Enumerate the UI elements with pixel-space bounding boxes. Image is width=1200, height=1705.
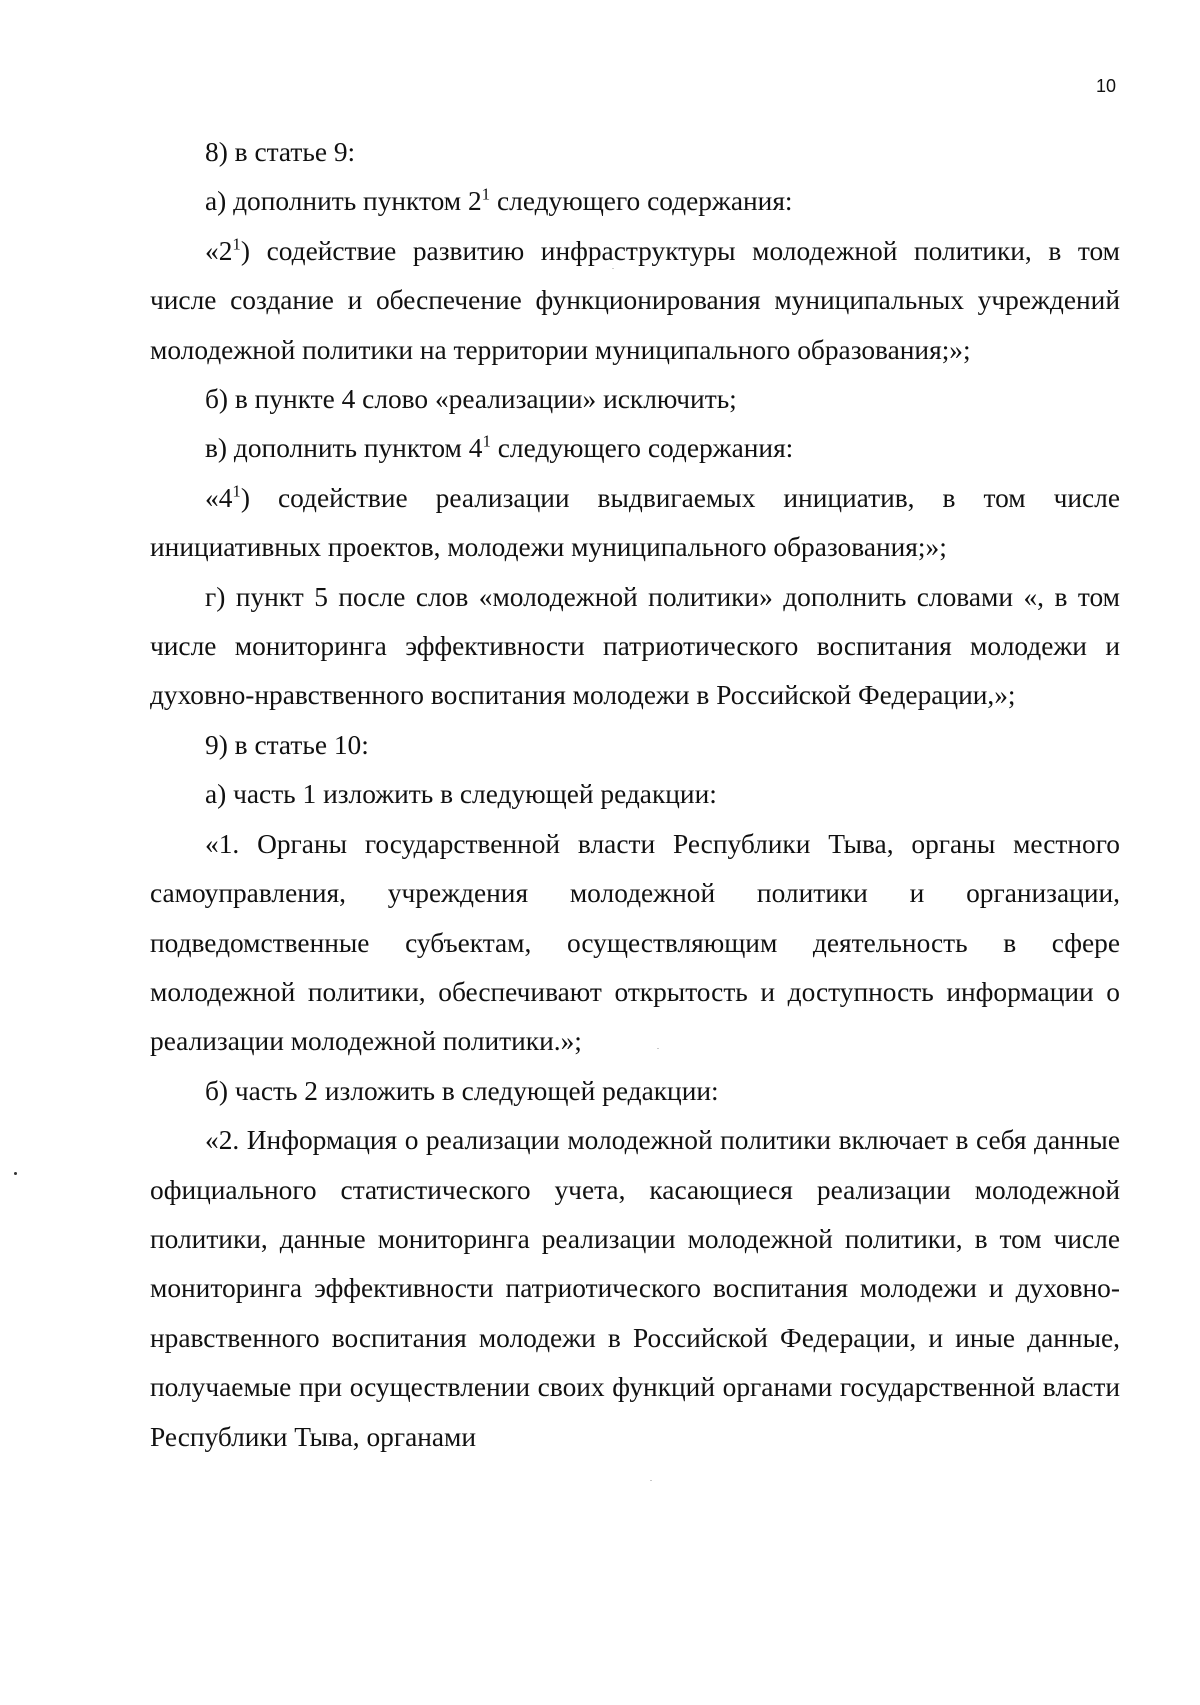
paragraph-p9	[150, 770, 1120, 819]
paragraph-p1	[150, 128, 1120, 177]
paragraph-text: «2. Информация о реализации молодежной политики включает в себя данные официального статистического учета, касающиеся реализации молодежной политики, данные мониторинга реализации молодежной политики, в том числе мониторинга эффективности патриотического воспитания молодежи и духовно-нравственного воспитания молодежи в Российской Федерации, и иные данные, получаемые при осуществлении своих функций органами государственной власти Республики Тыва, органами	[150, 1125, 1120, 1452]
paragraph-text: 9) в статье 10:	[205, 729, 369, 760]
paragraph-p6	[150, 474, 1120, 573]
scan-artifact-speck	[650, 1480, 652, 1481]
superscript: 1	[482, 431, 491, 451]
paragraph-text: ) содействие развитию инфраструктуры молодежной политики, в том числе создание и обеспечение функционирования муниципальных учреждений молодежной политики на территории муниципального образования;»;	[150, 235, 1120, 365]
paragraph-text: «4	[205, 482, 233, 513]
document-body	[150, 128, 1120, 1462]
scan-artifact-dot	[14, 1172, 17, 1175]
superscript: 1	[232, 481, 241, 501]
paragraph-p12	[150, 1116, 1120, 1462]
paragraph-text: б) в пункте 4 слово «реализации» исключить;	[205, 384, 737, 415]
paragraph-p11	[150, 1067, 1120, 1116]
paragraph-text: б) часть 2 изложить в следующей редакции:	[205, 1075, 719, 1106]
paragraph-p2	[150, 177, 1120, 226]
paragraph-text: «1. Органы государственной власти Республики Тыва, органы местного самоуправления, учреждения молодежной политики и организации, подведомственные субъектам, осуществляющим деятельность в сфере молодежной политики, обеспечивают открытость и доступность информации о реализации молодежной политики.»;	[150, 828, 1120, 1057]
paragraph-text: ) содействие реализации выдвигаемых инициатив, в том числе инициативных проектов, молодежи муниципального образования;»;	[150, 482, 1120, 563]
paragraph-text: «2	[205, 235, 233, 266]
page-number: 10	[1095, 76, 1116, 96]
paragraph-p8	[150, 721, 1120, 770]
paragraph-p5	[150, 424, 1120, 473]
paragraph-text: следующего содержания:	[490, 186, 793, 217]
paragraph-p10	[150, 820, 1120, 1067]
paragraph-p7	[150, 573, 1120, 721]
superscript: 1	[232, 234, 241, 254]
paragraph-text: следующего содержания:	[490, 433, 794, 464]
paragraph-text: 8) в статье 9:	[205, 137, 356, 167]
paragraph-text: а) часть 1 изложить в следующей редакции:	[205, 779, 717, 810]
scan-artifact-speck	[612, 268, 614, 269]
paragraph-text: г) пункт 5 после слов «молодежной политики» дополнить словами «, в том числе мониторинга эффективности патриотического воспитания молодежи и духовно-нравственного воспитания молодежи в Российской Федерации,»;	[150, 581, 1120, 711]
paragraph-p4	[150, 375, 1120, 424]
paragraph-text: а) дополнить пунктом 2	[205, 186, 482, 217]
superscript: 1	[481, 184, 491, 204]
scan-artifact-speck	[657, 1048, 659, 1049]
paragraph-text: в) дополнить пунктом 4	[205, 433, 483, 464]
paragraph-p3	[150, 227, 1120, 375]
